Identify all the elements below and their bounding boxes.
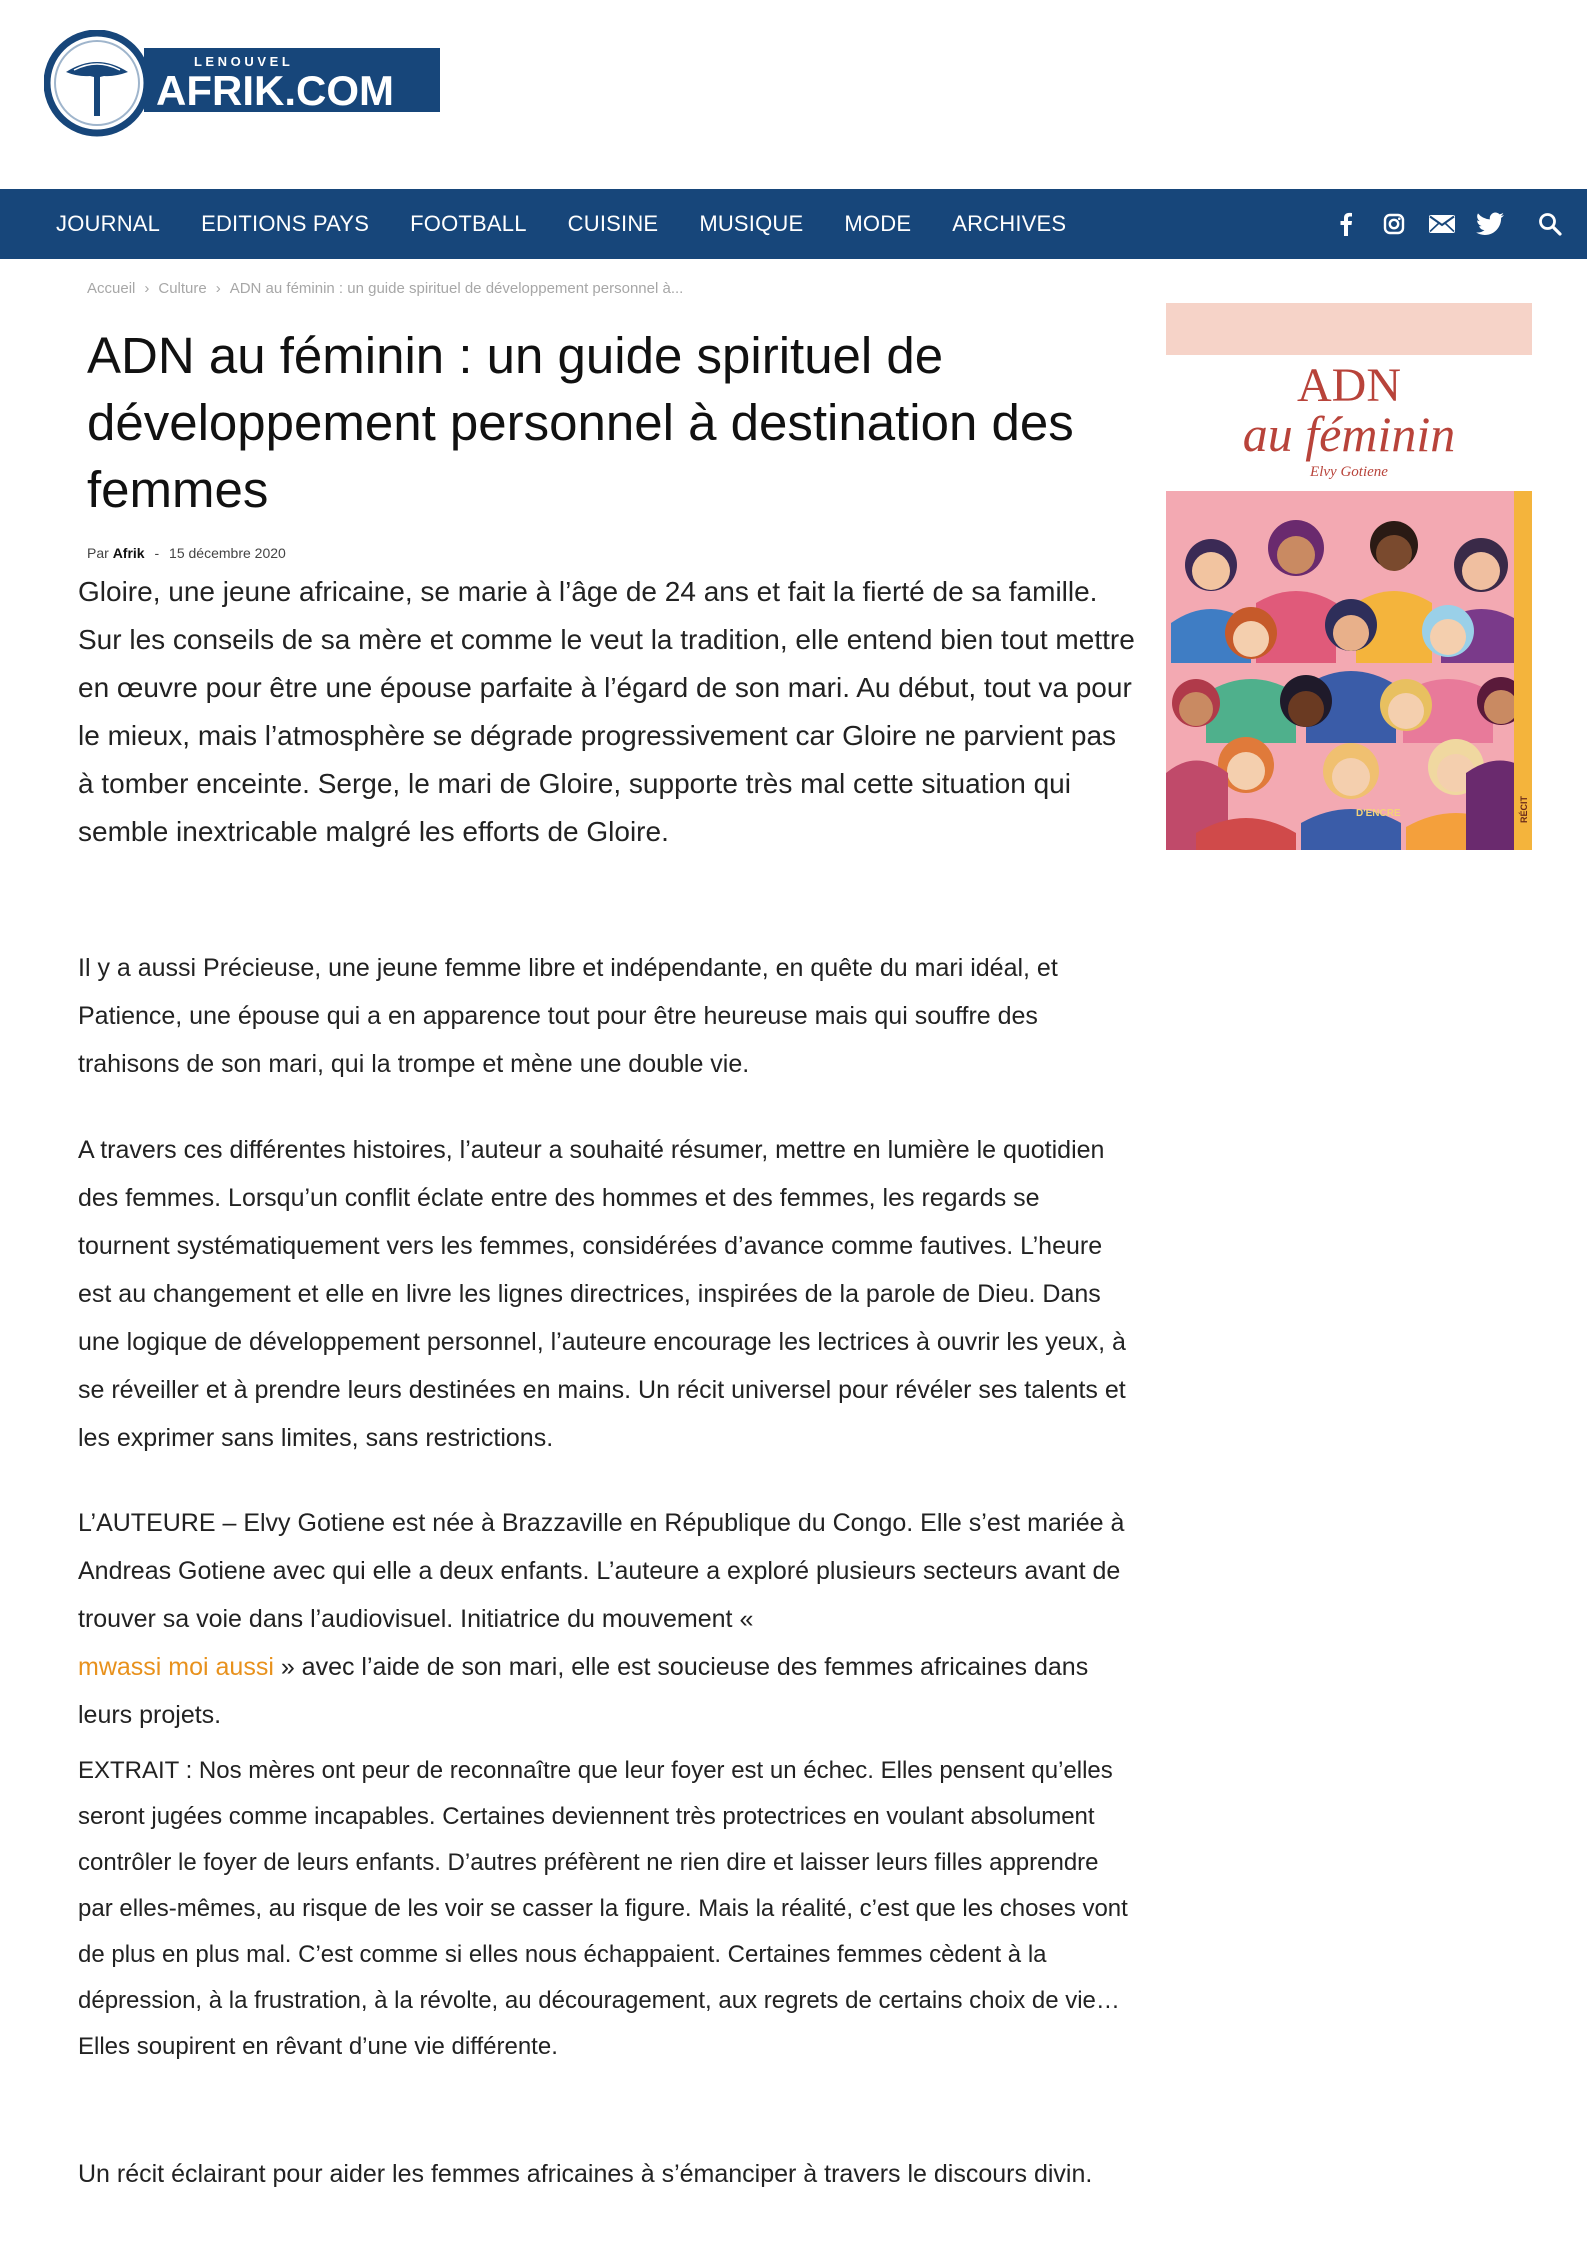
breadcrumb	[87, 280, 683, 297]
logo-line1: L E N O U V E L	[194, 54, 290, 69]
nav-item-archives[interactable]: ARCHIVES	[952, 211, 1067, 236]
site-logo[interactable]	[44, 30, 444, 140]
article-paragraph-extract: EXTRAIT : Nos mères ont peur de reconnaître que leur foyer est un échec. Elles pensent qu’elles seront jugées comme incapables. Certaines deviennent très protectrices en voulant absolument contrôler le foyer de leurs enfants. D’autres préfèrent ne rien dire et laisser leurs filles apprendre par elles-mêmes, au risque de les voir se casser la figure. Mais la réalité, c’est que les choses vont de plus en plus mal. C’est comme si elles nous échappaient. Certaines femmes cèdent à la dépression, à la frustration, à la révolte, au découragement, aux regrets de certains choix de vie… Elles soupirent en rêvant d’une vie différente.	[78, 1757, 1128, 2060]
meta-by: Par	[87, 545, 109, 561]
book-spine-label: RÉCIT	[1519, 796, 1529, 823]
nav-item-journal[interactable]: JOURNAL	[56, 211, 161, 236]
book-title-line2: au féminin	[1242, 406, 1456, 462]
meta-dash: -	[154, 545, 160, 561]
search-icon[interactable]	[1535, 209, 1565, 239]
breadcrumb-home[interactable]: Accueil	[87, 280, 136, 297]
breadcrumb-current: ADN au féminin : un guide spirituel de développement personnel à...	[229, 280, 684, 297]
article-paragraph-2: Il y a aussi Précieuse, une jeune femme libre et indépendante, en quête du mari idéal, et Patience, une épouse qui a en apparence tout pour être heureuse mais qui souffre des trahisons de son mari, qui la trompe et mène une double vie.	[78, 954, 1058, 1078]
article-paragraph-conclusion: Un récit éclairant pour aider les femmes africaines à s’émanciper à travers le discours divin.	[78, 2160, 1093, 2188]
book-cover[interactable]	[1166, 303, 1532, 850]
nav-item-editions-pays[interactable]: EDITIONS PAYS	[201, 211, 370, 236]
breadcrumb-separator: ›	[215, 280, 221, 297]
instagram-icon[interactable]	[1379, 209, 1409, 239]
nav-item-football[interactable]: FOOTBALL	[410, 211, 527, 236]
main-navigation	[0, 189, 1587, 259]
book-cover-art	[1166, 303, 1532, 850]
breadcrumb-separator: ›	[144, 280, 150, 297]
mail-icon[interactable]	[1427, 209, 1457, 239]
article-paragraph-1: Gloire, une jeune africaine, se marie à l’âge de 24 ans et fait la fierté de sa famille. Sur les conseils de sa mère et comme le veut la tradition, elle entend bien tout mettre en œuvre pour être une épouse parfaite à l’égard de son mari. Au début, tout va pour le mieux, mais l’atmosphère se dégrade progressivement car Gloire ne parvient pas à tomber enceinte. Serge, le mari de Gloire, supporte très mal cette situation qui semble inextricable malgré les efforts de Gloire.	[78, 576, 1135, 847]
nav-menu	[0, 189, 1107, 259]
nav-item-mode[interactable]: MODE	[844, 211, 912, 236]
article-meta	[87, 545, 286, 561]
nav-item-musique[interactable]: MUSIQUE	[699, 211, 804, 236]
article-paragraph-author	[78, 1499, 1138, 1739]
meta-author[interactable]: Afrik	[112, 545, 145, 561]
book-author: Elvy Gotiene	[1310, 464, 1388, 480]
twitter-icon[interactable]	[1475, 209, 1505, 239]
author-bio-text: L’AUTEURE – Elvy Gotiene est née à Brazzaville en République du Congo. Elle s’est mariée à Andreas Gotiene avec qui elle a deux enfants. L’auteure a exploré plusieurs secteurs avant de trouver sa voie dans l’audiovisuel. Initiatrice du mouvement «	[78, 1509, 1125, 1633]
author-bio-text-end: » avec l’aide de son mari, elle est soucieuse des femmes africaines dans leurs projets.	[78, 1653, 1089, 1729]
book-title-line1: ADN	[1297, 359, 1401, 412]
breadcrumb-culture[interactable]: Culture	[158, 280, 207, 297]
facebook-icon[interactable]	[1331, 209, 1361, 239]
page-title: ADN au féminin : un guide spirituel de développement personnel à destination des femmes	[87, 327, 1074, 518]
article-paragraph-3: A travers ces différentes histoires, l’auteur a souhaité résumer, mettre en lumière le quotidien des femmes. Lorsqu’un conflit éclate entre des hommes et des femmes, les regards se tournent systématiquement vers les femmes, considérées d’avance comme fautives. L’heure est au changement et elle en livre les lignes directrices, inspirées de la parole de Dieu. Dans une logique de développement personnel, l’auteure encourage les lectrices à ouvrir les yeux, à se réveiller et à prendre leurs destinées en mains. Un récit universel pour révéler ses talents et les exprimer sans limites, sans restrictions.	[78, 1136, 1126, 1452]
mwassi-moi-aussi-link[interactable]: mwassi moi aussi	[78, 1653, 274, 1681]
nav-item-cuisine[interactable]: CUISINE	[567, 211, 659, 236]
logo-line2: AFRIK.COM	[156, 67, 394, 114]
social-icons	[1313, 189, 1565, 259]
meta-date: 15 décembre 2020	[169, 545, 286, 561]
book-publisher: D'ENCRE	[1356, 808, 1401, 819]
afrik-logo-mark	[44, 30, 444, 140]
